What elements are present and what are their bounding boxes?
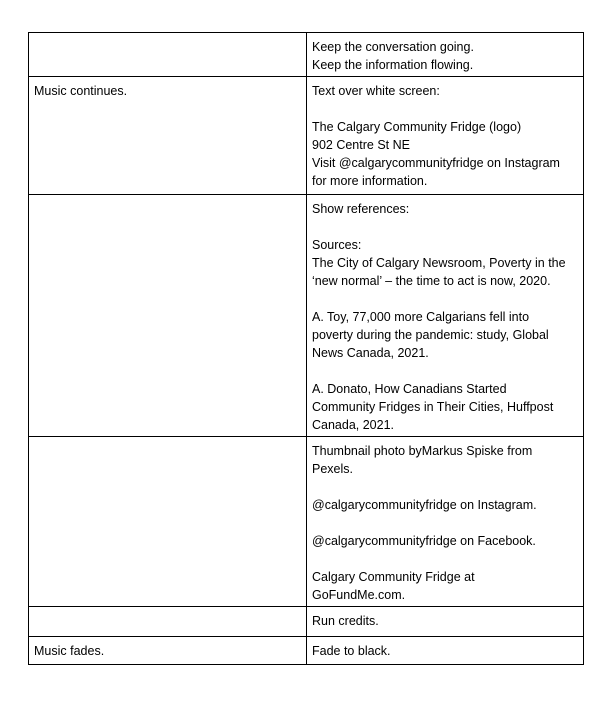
cell-line	[312, 514, 578, 532]
cell-line: GoFundMe.com.	[312, 588, 406, 602]
cell-line: Community Fridges in Their Cities, Huffpost	[312, 400, 554, 414]
cell-line: 902 Centre St NE	[312, 138, 410, 152]
cell-line: Keep the conversation going.	[312, 40, 474, 54]
table-row	[29, 77, 584, 195]
cell-line: Calgary Community Fridge at	[312, 570, 475, 584]
cell-line	[312, 100, 578, 118]
cell-line	[312, 550, 578, 568]
cell-line: ‘new normal’ – the time to act is now, 2020.	[312, 274, 551, 288]
cell-line	[312, 478, 578, 496]
table-row	[29, 607, 584, 637]
video-cell	[307, 437, 584, 607]
cell-line	[312, 218, 578, 236]
cell-line: Visit @calgarycommunityfridge on Instagram	[312, 156, 560, 170]
table-row	[29, 437, 584, 607]
cell-line: @calgarycommunityfridge on Instagram.	[312, 498, 537, 512]
cell-line: Music fades.	[34, 644, 105, 658]
cell-line: @calgarycommunityfridge on Facebook.	[312, 534, 536, 548]
cell-line	[312, 290, 578, 308]
cell-line: Text over white screen:	[312, 84, 440, 98]
cell-line: poverty during the pandemic: study, Global	[312, 328, 549, 342]
cell-line: Fade to black.	[312, 644, 391, 658]
table-row	[29, 195, 584, 437]
cell-line: Sources:	[312, 238, 362, 252]
video-cell	[307, 195, 584, 437]
cell-line: Show references:	[312, 202, 410, 216]
audio-cell	[29, 607, 307, 637]
video-cell	[307, 33, 584, 77]
cell-line: A. Toy, 77,000 more Calgarians fell into	[312, 310, 530, 324]
cell-line: Music continues.	[34, 84, 128, 98]
cell-line	[312, 362, 578, 380]
cell-line: Keep the information flowing.	[312, 58, 474, 72]
video-cell	[307, 607, 584, 637]
video-cell	[307, 637, 584, 665]
audio-cell	[29, 437, 307, 607]
cell-line: for more information.	[312, 174, 428, 188]
table-row	[29, 33, 584, 77]
cell-line: The Calgary Community Fridge (logo)	[312, 120, 522, 134]
cell-line: Run credits.	[312, 614, 379, 628]
audio-cell	[29, 195, 307, 437]
audio-cell	[29, 77, 307, 195]
table-row	[29, 637, 584, 665]
cell-line: Canada, 2021.	[312, 418, 395, 432]
cell-line: Thumbnail photo byMarkus Spiske from	[312, 444, 533, 458]
cell-line: News Canada, 2021.	[312, 346, 429, 360]
video-cell	[307, 77, 584, 195]
script-table	[28, 32, 584, 665]
cell-line: A. Donato, How Canadians Started	[312, 382, 507, 396]
cell-line: The City of Calgary Newsroom, Poverty in the	[312, 256, 566, 270]
audio-cell	[29, 637, 307, 665]
audio-cell	[29, 33, 307, 77]
cell-line: Pexels.	[312, 462, 353, 476]
